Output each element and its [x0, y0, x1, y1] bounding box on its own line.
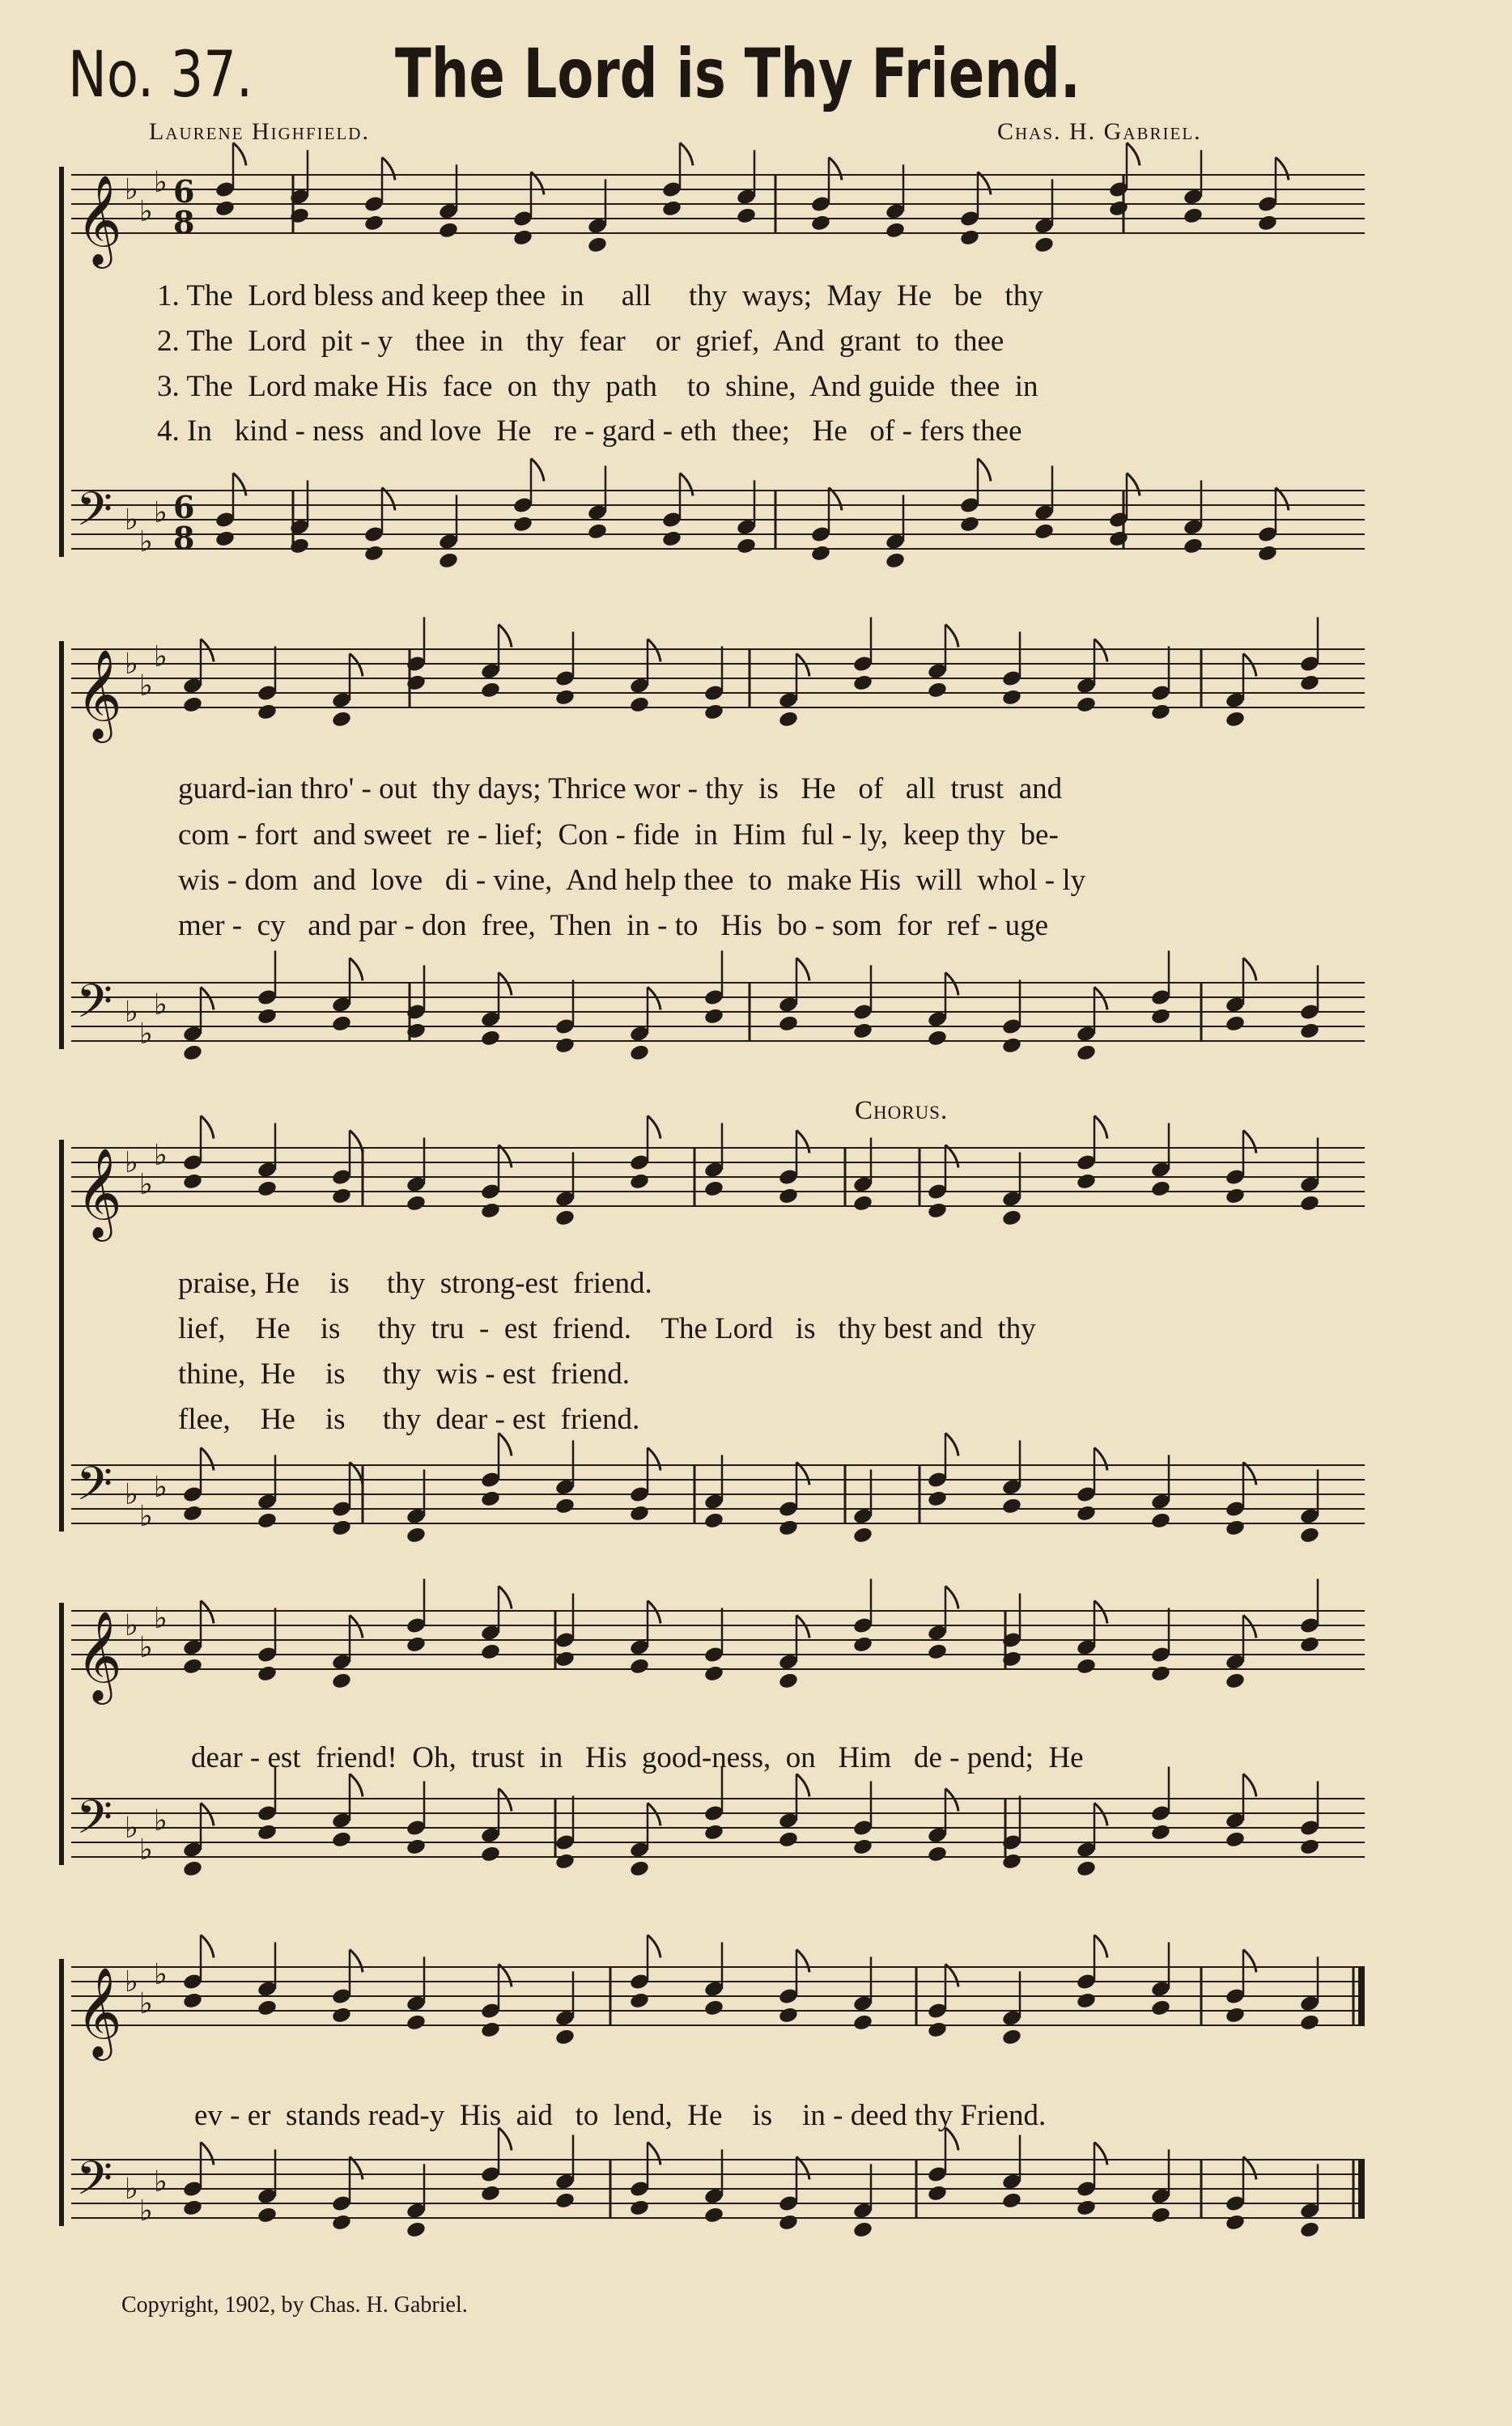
note-flag [648, 1600, 660, 1623]
note-head [1299, 2013, 1320, 2032]
note-head [257, 1511, 278, 1530]
lyric-line: wis - dom and love di - vine, And help thee to make His will whol - ly [178, 864, 1086, 897]
note-head [406, 1838, 427, 1856]
note-head [852, 2013, 873, 2032]
note-flag [945, 1433, 958, 1455]
note-head [406, 1194, 427, 1213]
note-flag [350, 1949, 363, 1972]
note-flag [350, 1130, 363, 1153]
note-flag [499, 1586, 512, 1608]
note-flag [648, 1115, 660, 1138]
note-flag [945, 972, 958, 995]
note-head [182, 1991, 203, 2010]
note-head [1225, 1519, 1246, 1537]
note-flag [1094, 1115, 1107, 1138]
note-flag [648, 1935, 660, 1957]
note-head [587, 236, 608, 254]
note-flag [648, 639, 660, 661]
time-signature-top: 6 [173, 173, 195, 210]
note-head [852, 1022, 873, 1040]
note-flag [350, 1774, 363, 1796]
note-head [331, 2006, 352, 2024]
note-head [629, 1859, 650, 1878]
note-head [703, 2206, 724, 2224]
note-head [182, 695, 203, 714]
lyric-line: flee, He is thy dear - est friend. [178, 1403, 640, 1436]
note-flag [945, 1788, 958, 1811]
note-flag [233, 142, 246, 165]
flat-sign: ♭ [154, 2165, 168, 2199]
note-head [1299, 1838, 1320, 1856]
note-flag [350, 958, 363, 980]
note-flag [1243, 653, 1256, 676]
note-head [554, 1497, 575, 1515]
note-head [810, 544, 831, 563]
flat-sign: ♭ [139, 2194, 153, 2228]
note-head [1225, 2213, 1246, 2232]
note-head [406, 1635, 427, 1654]
flat-sign: ♭ [125, 173, 138, 206]
note-head [554, 688, 575, 707]
note-flag [796, 958, 809, 980]
note-head [703, 1823, 724, 1842]
treble-clef: 𝄞 [76, 1147, 122, 1238]
note-head [927, 2184, 948, 2203]
note-head [182, 1859, 203, 1878]
note-head [257, 703, 278, 721]
note-flag [201, 639, 214, 661]
lyric-line: mer - cy and par - don free, Then in - to His bo - som for ref - uge [178, 909, 1049, 942]
note-head [778, 2006, 799, 2024]
note-head [182, 2199, 203, 2217]
note-head [257, 1999, 278, 2017]
note-flag [1243, 1949, 1256, 1972]
note-head [182, 1657, 203, 1676]
flat-sign: ♭ [125, 1478, 138, 1511]
note-head [959, 515, 980, 533]
note-flag [796, 1130, 809, 1153]
note-head [852, 2220, 873, 2239]
note-head [1299, 2220, 1320, 2239]
note-flag [233, 473, 246, 495]
note-head [331, 1187, 352, 1205]
note-head [885, 551, 906, 570]
note-head [480, 1201, 501, 1220]
note-head [778, 1830, 799, 1849]
note-head [703, 1511, 724, 1530]
note-head [1076, 695, 1097, 714]
flat-sign: ♭ [139, 1833, 153, 1867]
note-head [852, 1194, 873, 1213]
note-head [1150, 1511, 1171, 1530]
note-head [1150, 1823, 1171, 1842]
note-head [1299, 1635, 1320, 1654]
note-head [1150, 2206, 1171, 2224]
flat-sign: ♭ [125, 2173, 138, 2206]
note-head [1183, 206, 1204, 225]
note-head [406, 1526, 427, 1544]
note-head [331, 2213, 352, 2232]
note-head [703, 1999, 724, 2017]
note-flag [350, 653, 363, 676]
flat-sign: ♭ [139, 1500, 153, 1533]
note-head [554, 2028, 575, 2046]
note-head [1150, 1179, 1171, 1198]
note-flag [1094, 1935, 1107, 1957]
note-head [1225, 1830, 1246, 1849]
note-flag [1094, 639, 1107, 661]
note-head [1076, 1991, 1097, 2010]
note-head [959, 228, 980, 247]
note-head [778, 1519, 799, 1537]
flat-sign: ♭ [139, 1018, 153, 1051]
note-head [703, 1007, 724, 1026]
note-head [182, 1043, 203, 1062]
note-head [1001, 1036, 1022, 1055]
flat-sign: ♭ [125, 996, 138, 1029]
note-head [512, 515, 533, 533]
note-head [1076, 2199, 1097, 2217]
note-head [438, 221, 459, 240]
flat-sign: ♭ [154, 1958, 168, 1991]
treble-clef: 𝄞 [76, 174, 122, 265]
treble-clef: 𝄞 [76, 1610, 122, 1701]
note-head [1001, 2191, 1022, 2210]
lyric-line: 3. The Lord make His face on thy path to shine, And guide thee in [157, 370, 1038, 403]
note-head [1225, 710, 1246, 729]
note-flag [1243, 1615, 1256, 1638]
note-head [214, 529, 236, 548]
note-head [778, 1014, 799, 1033]
flat-sign: ♭ [125, 503, 138, 537]
note-flag [201, 1115, 214, 1138]
lyricist-credit: Laurene Highfield. [149, 118, 370, 145]
lyric-line: dear - est friend! Oh, trust in His good-ness, on Him de - pend; He [191, 1741, 1084, 1774]
note-head [1299, 673, 1320, 692]
lyric-line: 1. The Lord bless and keep thee in all thy ways; May He be thy [157, 279, 1043, 312]
hymn-title: The Lord is Thy Friend. [395, 34, 1081, 113]
lyric-line: lief, He is thy tru - est friend. The Lord is thy best and thy [178, 1312, 1036, 1345]
note-head [1150, 1999, 1171, 2017]
flat-sign: ♭ [139, 195, 153, 228]
flat-sign: ♭ [139, 1631, 153, 1664]
treble-clef: 𝄞 [76, 1966, 122, 2057]
note-head [1076, 1657, 1097, 1676]
flat-sign: ♭ [154, 988, 168, 1022]
note-head [927, 2020, 948, 2039]
note-flag [499, 624, 512, 647]
bass-clef: 𝄢 [76, 974, 113, 1040]
note-head [1034, 522, 1055, 541]
note-head [331, 710, 352, 729]
time-signature-bottom: 8 [173, 204, 195, 240]
note-head [480, 1029, 501, 1047]
note-head [363, 544, 384, 563]
lyric-line: 2. The Lord pit - y thee in thy fear or grief, And grant to thee [157, 325, 1004, 358]
note-head [778, 2213, 799, 2232]
note-head [885, 221, 906, 240]
note-head [1034, 236, 1055, 254]
flat-sign: ♭ [125, 1812, 138, 1845]
note-head [810, 214, 831, 232]
note-flag [1094, 1600, 1107, 1623]
note-head [257, 1664, 278, 1683]
note-head [629, 2199, 650, 2217]
bass-clef: 𝄢 [76, 1456, 113, 1523]
note-head [778, 1187, 799, 1205]
note-head [629, 1657, 650, 1676]
time-signature-top: 6 [173, 489, 195, 525]
flat-sign: ♭ [125, 648, 138, 681]
note-head [1150, 703, 1171, 721]
note-head [927, 1845, 948, 1863]
note-head [703, 1179, 724, 1198]
flat-sign: ♭ [139, 1987, 153, 2020]
note-flag [201, 1600, 214, 1623]
note-flag [648, 987, 660, 1009]
note-head [257, 1823, 278, 1842]
note-head [852, 1635, 873, 1654]
note-head [927, 681, 948, 699]
copyright-notice: Copyright, 1902, by Chas. H. Gabriel. [121, 2292, 468, 2318]
flat-sign: ♭ [154, 640, 168, 673]
note-head [1257, 214, 1278, 232]
note-flag [499, 1788, 512, 1811]
note-head [629, 1991, 650, 2010]
time-signature-bottom: 8 [173, 520, 195, 556]
note-flag [1094, 1803, 1107, 1825]
note-head [331, 1672, 352, 1690]
flat-sign: ♭ [154, 1139, 168, 1172]
note-head [927, 1489, 948, 1508]
note-head [554, 1852, 575, 1871]
note-head [331, 1014, 352, 1033]
note-flag [1094, 987, 1107, 1009]
bass-clef: 𝄢 [76, 1790, 113, 1856]
note-head [331, 1830, 352, 1849]
note-flag [1094, 2142, 1107, 2165]
note-flag [1094, 1447, 1107, 1470]
note-head [629, 695, 650, 714]
composer-credit: Chas. H. Gabriel. [997, 118, 1202, 145]
note-flag [945, 624, 958, 647]
note-flag [829, 157, 842, 180]
note-head [554, 1209, 575, 1227]
note-head [1225, 1187, 1246, 1205]
note-flag [382, 157, 395, 180]
lyric-line: ev - er stands read-y His aid to lend, He is in - deed thy Friend. [194, 2099, 1047, 2132]
note-head [927, 1029, 948, 1047]
note-head [1001, 688, 1022, 707]
note-flag [201, 1935, 214, 1957]
note-head [629, 1172, 650, 1191]
note-flag [796, 1615, 809, 1638]
note-head [182, 1504, 203, 1523]
note-head [1108, 529, 1129, 548]
note-head [629, 1504, 650, 1523]
note-head [1150, 1664, 1171, 1683]
note-head [1076, 1043, 1097, 1062]
note-head [438, 551, 459, 570]
note-head [661, 199, 682, 218]
note-head [852, 673, 873, 692]
note-flag [1127, 473, 1140, 495]
note-head [1257, 544, 1278, 563]
note-head [554, 1036, 575, 1055]
note-head [778, 710, 799, 729]
note-flag [796, 1774, 809, 1796]
note-head [1150, 1007, 1171, 1026]
note-head [661, 529, 682, 548]
note-head [406, 2013, 427, 2032]
note-head [554, 1650, 575, 1668]
note-head [1299, 1194, 1320, 1213]
note-head [480, 2020, 501, 2039]
note-head [1076, 1859, 1097, 1878]
note-head [182, 1172, 203, 1191]
note-head [1076, 1504, 1097, 1523]
lyric-line: praise, He is thy strong-est friend. [178, 1267, 652, 1300]
flat-sign: ♭ [154, 166, 168, 199]
note-head [629, 1043, 650, 1062]
note-head [480, 1642, 501, 1661]
note-head [512, 228, 533, 247]
note-head [331, 1519, 352, 1537]
lyric-line: 4. In kind - ness and love He re - gard - eth thee; He of - fers thee [157, 414, 1022, 448]
note-head [214, 199, 236, 218]
note-flag [1276, 157, 1289, 180]
note-flag [648, 1447, 660, 1470]
note-flag [1127, 142, 1140, 165]
flat-sign: ♭ [154, 1471, 168, 1504]
note-flag [796, 653, 809, 676]
note-head [1299, 1022, 1320, 1040]
note-head [480, 1845, 501, 1863]
note-flag [648, 2142, 660, 2165]
note-flag [945, 1586, 958, 1608]
note-head [363, 214, 384, 232]
treble-clef: 𝄞 [76, 648, 122, 739]
flat-sign: ♭ [139, 1168, 153, 1201]
note-flag [201, 987, 214, 1009]
lyric-line: guard-ian thro' - out thy days; Thrice wor - thy is He of all trust and [178, 772, 1063, 805]
flat-sign: ♭ [154, 496, 168, 529]
note-head [703, 703, 724, 721]
note-head [1001, 2028, 1022, 2046]
note-head [480, 1489, 501, 1508]
note-flag [648, 1803, 660, 1825]
note-head [703, 1664, 724, 1683]
lyric-line: com - fort and sweet re - lief; Con - fide in Him ful - ly, keep thy be- [178, 818, 1059, 852]
flat-sign: ♭ [154, 1602, 168, 1635]
bass-clef: 𝄢 [76, 2151, 113, 2217]
note-head [1001, 1497, 1022, 1515]
flat-sign: ♭ [139, 525, 153, 559]
note-head [587, 522, 608, 541]
note-flag [680, 473, 693, 495]
flat-sign: ♭ [125, 1965, 138, 1999]
note-flag [201, 2142, 214, 2165]
note-head [852, 1526, 873, 1544]
flat-sign: ♭ [154, 1804, 168, 1838]
note-head [257, 2206, 278, 2224]
note-flag [978, 458, 991, 481]
chorus-label: Chorus. [855, 1096, 949, 1125]
hymn-number: No. 37. [68, 39, 253, 112]
note-head [736, 537, 757, 555]
note-head [480, 2184, 501, 2203]
note-head [1001, 1209, 1022, 1227]
note-head [1225, 1672, 1246, 1690]
note-flag [531, 458, 544, 481]
note-flag [1243, 958, 1256, 980]
note-flag [499, 972, 512, 995]
note-head [480, 681, 501, 699]
note-head [1108, 199, 1129, 218]
note-head [257, 1179, 278, 1198]
flat-sign: ♭ [125, 1146, 138, 1179]
note-flag [1243, 1774, 1256, 1796]
note-head [257, 1007, 278, 1026]
note-head [1299, 1526, 1320, 1544]
note-head [1225, 1014, 1246, 1033]
note-head [554, 2191, 575, 2210]
flat-sign: ♭ [139, 669, 153, 703]
lyric-line: thine, He is thy wis - est friend. [178, 1357, 630, 1391]
note-flag [1243, 1130, 1256, 1153]
note-head [852, 1838, 873, 1856]
note-head [406, 2220, 427, 2239]
note-head [736, 206, 757, 225]
note-head [1183, 537, 1204, 555]
note-head [1225, 2006, 1246, 2024]
note-head [778, 1672, 799, 1690]
bass-clef: 𝄢 [76, 482, 113, 548]
note-head [927, 1201, 948, 1220]
note-head [927, 1642, 948, 1661]
note-head [1076, 1172, 1097, 1191]
note-flag [680, 142, 693, 165]
flat-sign: ♭ [125, 1609, 138, 1642]
note-flag [201, 1447, 214, 1470]
note-flag [201, 1803, 214, 1825]
note-flag [796, 1949, 809, 1972]
note-flag [350, 1615, 363, 1638]
